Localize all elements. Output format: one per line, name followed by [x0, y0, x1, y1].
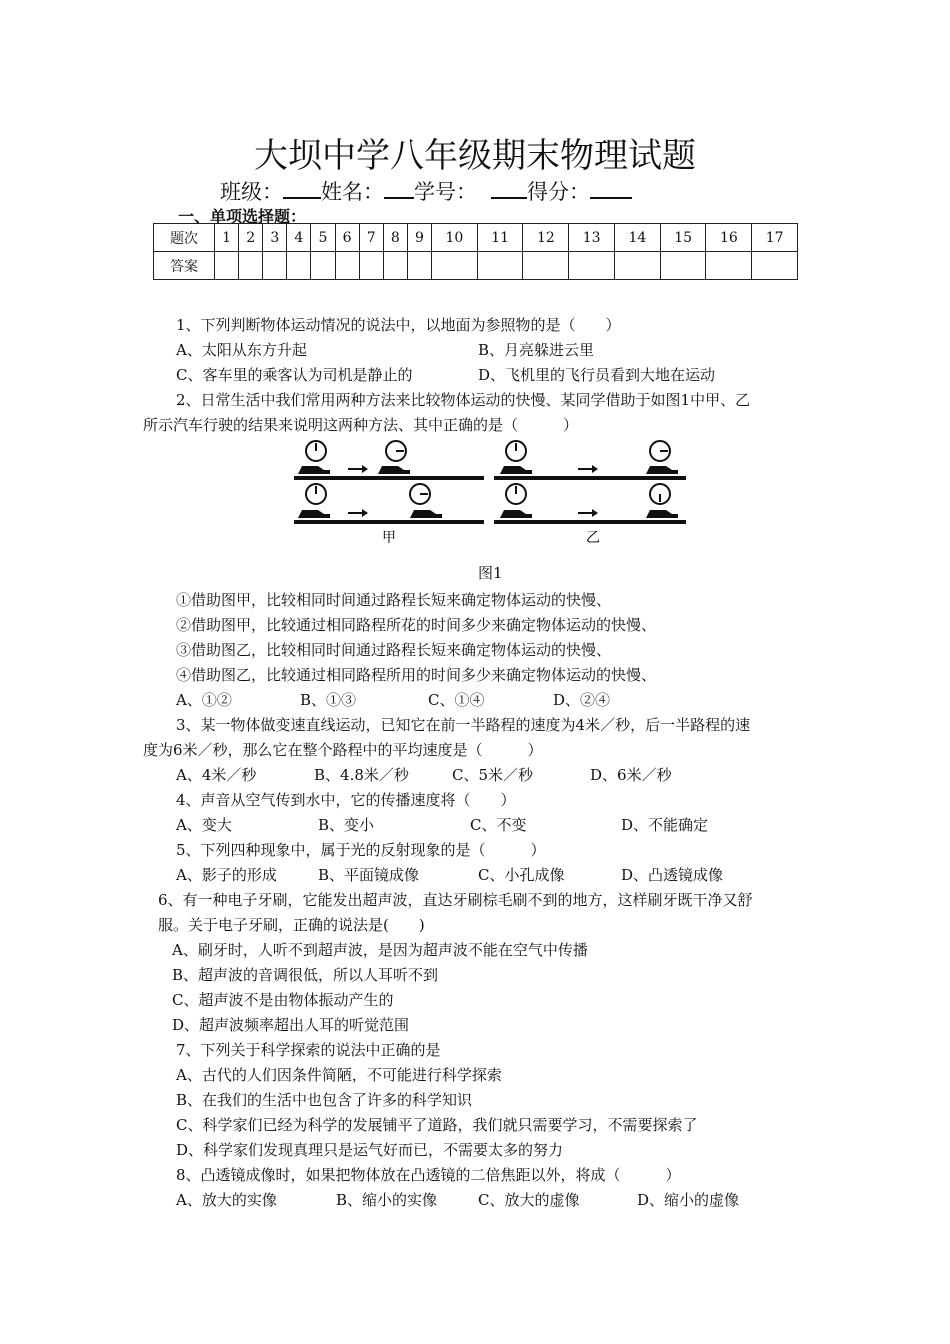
option-text: A、太阳从东方升起: [176, 341, 307, 359]
statement-3: ③借助图乙，比较相同时间通过路程长短来确定物体运动的快慢、: [176, 641, 612, 659]
number-cell: 4: [287, 224, 311, 252]
id-label: 学号：: [414, 180, 477, 204]
answer-cell[interactable]: [263, 252, 287, 280]
answer-table: [153, 223, 798, 280]
section-heading: 一、单项选择题：: [178, 207, 307, 226]
answer-cell[interactable]: [311, 252, 335, 280]
question-8: 8、凸透镜成像时，如果把物体放在凸透镜的二倍焦距以外，将成（ ）: [176, 1166, 681, 1184]
table-header-cell: 题次: [154, 224, 215, 252]
option-text: B、在我们的生活中也包含了许多的科学知识: [176, 1091, 473, 1109]
question-2: 2、日常生活中我们常用两种方法来比较物体运动的快慢、某同学借助于如图1中甲、乙: [176, 391, 751, 409]
number-cell: 7: [359, 224, 383, 252]
option-text: C、放大的虚像: [478, 1191, 580, 1209]
option-text: C、小孔成像: [478, 866, 565, 884]
figure-label-yi: 乙: [586, 530, 600, 546]
option-text: B、月亮躲进云里: [478, 341, 595, 359]
option-text: A、放大的实像: [176, 1191, 277, 1209]
option-text: B、平面镜成像: [318, 866, 420, 884]
answer-cell[interactable]: [335, 252, 359, 280]
answer-cell[interactable]: [239, 252, 263, 280]
answer-cell[interactable]: [287, 252, 311, 280]
question-5: 5、下列四种现象中，属于光的反射现象的是（ ）: [176, 841, 546, 859]
number-cell: 17: [752, 224, 798, 252]
answer-cell[interactable]: [569, 252, 615, 280]
name-label: 姓名：: [321, 180, 384, 204]
option-text: D、6米／秒: [590, 766, 672, 784]
statement-2: ②借助图甲，比较通过相同路程所花的时间多少来确定物体运动的快慢、: [176, 616, 657, 634]
option-text: D、科学家们发现真理只是运气好而已，不需要太多的努力: [176, 1141, 564, 1159]
question-2-cont: 所示汽车行驶的结果来说明这两种方法、其中正确的是（ ）: [143, 416, 579, 434]
question-6: 6、有一种电子牙刷，它能发出超声波，直达牙刷棕毛刷不到的地方，这样刷牙既干净又舒: [158, 891, 753, 909]
answer-cell[interactable]: [215, 252, 239, 280]
name-blank[interactable]: [384, 179, 414, 199]
number-cell: 6: [335, 224, 359, 252]
answer-cell[interactable]: [383, 252, 407, 280]
option-text: D、缩小的虚像: [637, 1191, 740, 1209]
number-cell: 2: [239, 224, 263, 252]
question-7: 7、下列关于科学探索的说法中正确的是: [176, 1041, 441, 1059]
number-cell: 3: [263, 224, 287, 252]
option-text: B、4.8米／秒: [314, 766, 409, 784]
answer-cell[interactable]: [407, 252, 431, 280]
question-4: 4、声音从空气传到水中，它的传播速度将（ ）: [176, 791, 516, 809]
option-text: A、刷牙时，人听不到超声波，是因为超声波不能在空气中传播: [172, 941, 588, 959]
option-text: A、变大: [176, 816, 232, 834]
option-text: C、超声波不是由物体振动产生的: [172, 991, 394, 1009]
question-1: 1、下列判断物体运动情况的说法中，以地面为参照物的是（ ）: [176, 316, 621, 334]
class-blank[interactable]: [283, 179, 321, 199]
number-cell: 10: [431, 224, 477, 252]
statement-1: ①借助图甲，比较相同时间通过路程长短来确定物体运动的快慢、: [176, 591, 612, 609]
number-cell: 1: [215, 224, 239, 252]
page-title: 大坝中学八年级期末物理试题: [254, 136, 696, 176]
class-label: 班级：: [220, 180, 283, 204]
option-text: C、5米／秒: [452, 766, 534, 784]
table-header-cell: 答案: [154, 252, 215, 280]
question-3: 3、某一物体做变速直线运动，已知它在前一半路程的速度为4米／秒，后一半路程的速: [176, 716, 751, 734]
answer-cell[interactable]: [660, 252, 706, 280]
option-text: A、①②: [176, 691, 232, 709]
question-3-cont: 度为6米／秒，那么它在整个路程中的平均速度是（ ）: [143, 741, 543, 759]
option-text: D、不能确定: [621, 816, 709, 834]
option-text: B、变小: [318, 816, 375, 834]
table-row-answers: [154, 252, 798, 280]
option-text: A、4米／秒: [176, 766, 257, 784]
option-text: B、超声波的音调很低，所以人耳听不到: [172, 966, 439, 984]
answer-cell[interactable]: [523, 252, 569, 280]
figure-1-car-diagram: [290, 436, 690, 550]
option-text: D、飞机里的飞行员看到大地在运动: [478, 366, 716, 384]
option-text: C、①④: [428, 691, 485, 709]
score-label: 得分：: [527, 180, 590, 204]
number-cell: 13: [569, 224, 615, 252]
number-cell: 11: [477, 224, 523, 252]
number-cell: 9: [407, 224, 431, 252]
option-text: C、不变: [470, 816, 527, 834]
answer-cell[interactable]: [614, 252, 660, 280]
number-cell: 16: [706, 224, 752, 252]
option-text: D、凸透镜成像: [621, 866, 724, 884]
option-text: D、超声波频率超出人耳的听觉范围: [172, 1016, 410, 1034]
answer-cell[interactable]: [706, 252, 752, 280]
answer-cell[interactable]: [752, 252, 798, 280]
option-text: D、②④: [553, 691, 611, 709]
number-cell: 15: [660, 224, 706, 252]
id-blank[interactable]: [491, 179, 527, 199]
figure-label-jia: 甲: [382, 530, 396, 546]
option-text: A、古代的人们因条件简陋，不可能进行科学探索: [176, 1066, 502, 1084]
option-text: C、科学家们已经为科学的发展铺平了道路，我们就只需要学习，不需要探索了: [176, 1116, 698, 1134]
figure-caption: 图1: [478, 564, 503, 582]
number-cell: 5: [311, 224, 335, 252]
student-info-line: [220, 176, 632, 206]
statement-4: ④借助图乙，比较通过相同路程所用的时间多少来确定物体运动的快慢、: [176, 666, 657, 684]
option-text: B、①③: [300, 691, 357, 709]
option-text: C、客车里的乘客认为司机是静止的: [176, 366, 413, 384]
score-blank[interactable]: [590, 179, 632, 199]
number-cell: 12: [523, 224, 569, 252]
question-6-cont: 服。关于电子牙刷，正确的说法是( ): [158, 916, 425, 934]
answer-cell[interactable]: [431, 252, 477, 280]
answer-cell[interactable]: [477, 252, 523, 280]
number-cell: 8: [383, 224, 407, 252]
answer-cell[interactable]: [359, 252, 383, 280]
table-row-numbers: [154, 224, 798, 252]
option-text: B、缩小的实像: [336, 1191, 438, 1209]
number-cell: 14: [614, 224, 660, 252]
option-text: A、影子的形成: [176, 866, 277, 884]
